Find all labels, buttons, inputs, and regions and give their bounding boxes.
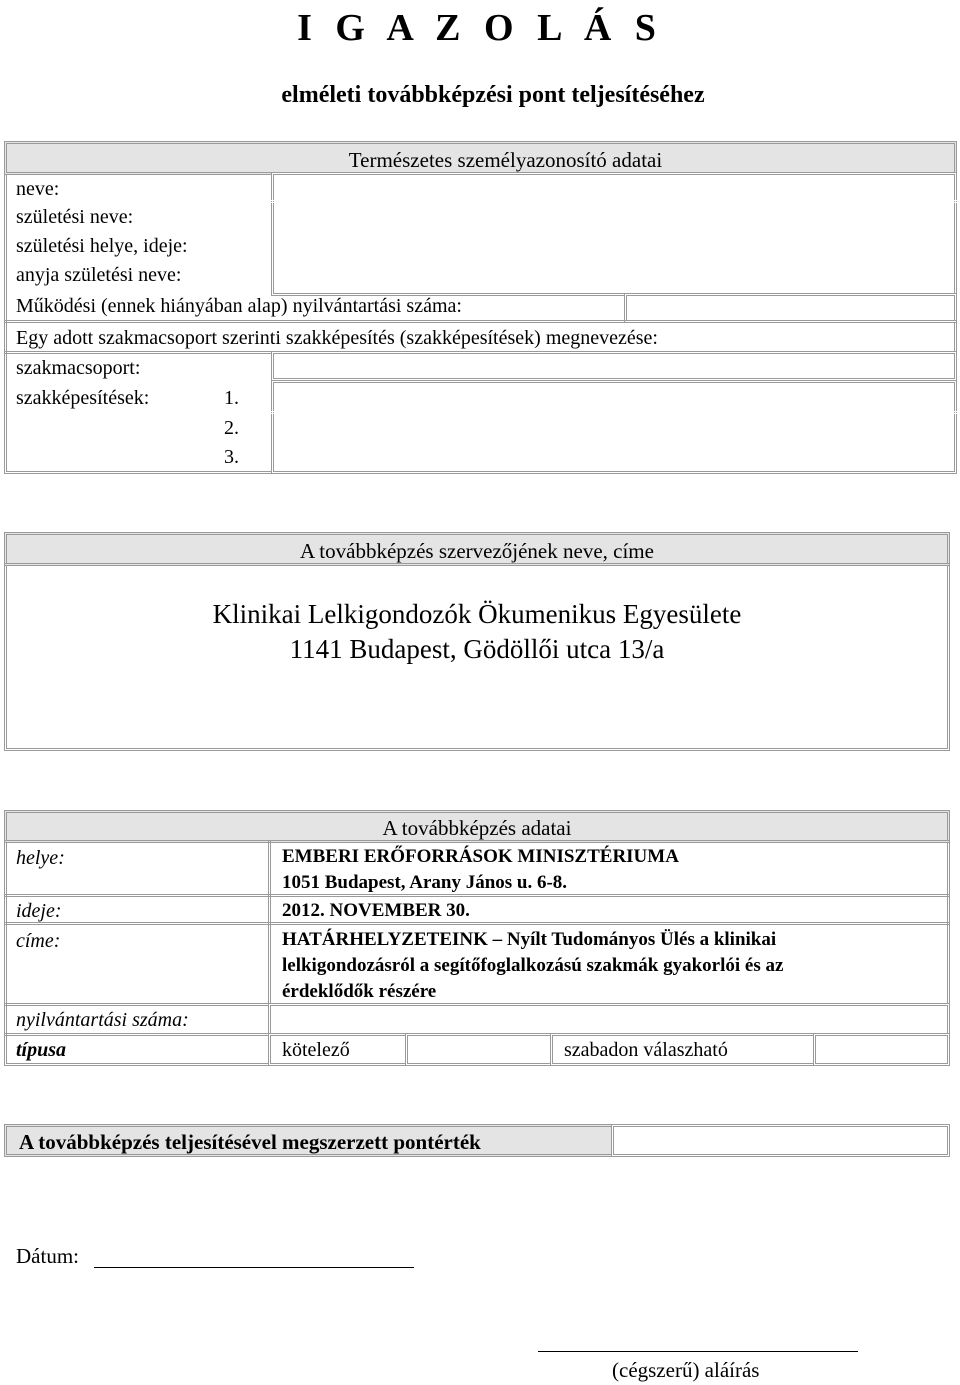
training-title-line-3: érdeklődők részére <box>282 981 437 1002</box>
organizer-address: 1141 Budapest, Gödöllői utca 13/a <box>289 634 665 664</box>
label-mother-birth-name: anyja születési neve: <box>16 264 182 286</box>
group-field[interactable] <box>271 351 957 381</box>
type-mandatory-checkbox[interactable] <box>405 1033 553 1066</box>
training-title-line-1: HATÁRHELYZETEINK – Nyílt Tudományos Ülés a klinikai <box>282 929 777 950</box>
place-line-1: EMBERI ERŐFORRÁSOK MINISZTÉRIUMA <box>282 846 679 867</box>
label-registration: nyilvántartási száma: <box>16 1009 189 1031</box>
organizer-header <box>4 532 950 566</box>
place-row-divider <box>4 894 950 897</box>
date-signature-line[interactable] <box>94 1267 414 1268</box>
type-optional-checkbox[interactable] <box>813 1033 950 1066</box>
label-group: szakmacsoport: <box>16 357 141 379</box>
qualifications-field[interactable] <box>271 380 957 474</box>
label-title: címe: <box>16 930 61 952</box>
place-line-2: 1051 Budapest, Arany János u. 6-8. <box>282 872 568 893</box>
qualification-number-1: 1. <box>224 387 239 409</box>
document-subtitle: elméleti továbbképzési pont teljesítéséhez <box>281 82 705 108</box>
label-qualifications: szakképesítések: <box>16 387 150 409</box>
training-data-header-text: A továbbképzés adatai <box>382 816 572 840</box>
label-place: helye: <box>16 847 65 869</box>
label-qualification-title: Egy adott szakmacsoport szerinti szakképesítés (szakképesítések) megnevezése: <box>16 327 658 349</box>
name-fields-divider <box>271 200 957 203</box>
points-label: A továbbképzés teljesítésével megszerzett pontérték <box>19 1130 481 1154</box>
qualification-number-2: 2. <box>224 417 239 439</box>
type-optional-label: szabadon válaszható <box>564 1039 728 1061</box>
registration-number-field[interactable] <box>624 293 957 323</box>
qualification-number-3: 3. <box>224 446 239 468</box>
training-title-line-2: lelkigondozásról a segítőfoglalkozású szakmák gyakorlói és az <box>282 955 784 976</box>
label-date: ideje: <box>16 900 62 922</box>
personal-data-header-text: Természetes személyazonosító adatai <box>348 148 663 172</box>
date-label: Dátum: <box>16 1244 79 1268</box>
signature-label: (cégszerű) aláírás <box>612 1358 760 1382</box>
label-birth-name: születési neve: <box>16 206 134 228</box>
company-signature-line[interactable] <box>538 1351 858 1352</box>
label-registration-number: Működési (ennek hiányában alap) nyilvántartási száma: <box>16 295 462 317</box>
label-birth-place-date: születési helye, ideje: <box>16 235 188 257</box>
points-value-field[interactable] <box>611 1124 950 1157</box>
training-registration-field[interactable] <box>268 1003 950 1036</box>
name-fields-cell[interactable] <box>271 172 957 296</box>
document-title: I G A Z O L Á S <box>297 7 663 49</box>
date-row-divider <box>4 922 950 925</box>
qualification-2-divider <box>271 411 957 414</box>
qualification-title-divider <box>4 320 957 323</box>
personal-data-header <box>4 141 957 175</box>
type-mandatory-label: kötelező <box>282 1039 350 1061</box>
organizer-header-text: A továbbképzés szervezőjének neve, címe <box>300 539 654 563</box>
training-date: 2012. NOVEMBER 30. <box>282 900 470 921</box>
label-type: típusa <box>16 1039 67 1061</box>
points-label-cell <box>4 1124 614 1157</box>
training-data-header <box>4 810 950 843</box>
label-name: neve: <box>16 178 60 200</box>
organizer-name: Klinikai Lelkigondozók Ökumenikus Egyesülete <box>212 599 742 629</box>
